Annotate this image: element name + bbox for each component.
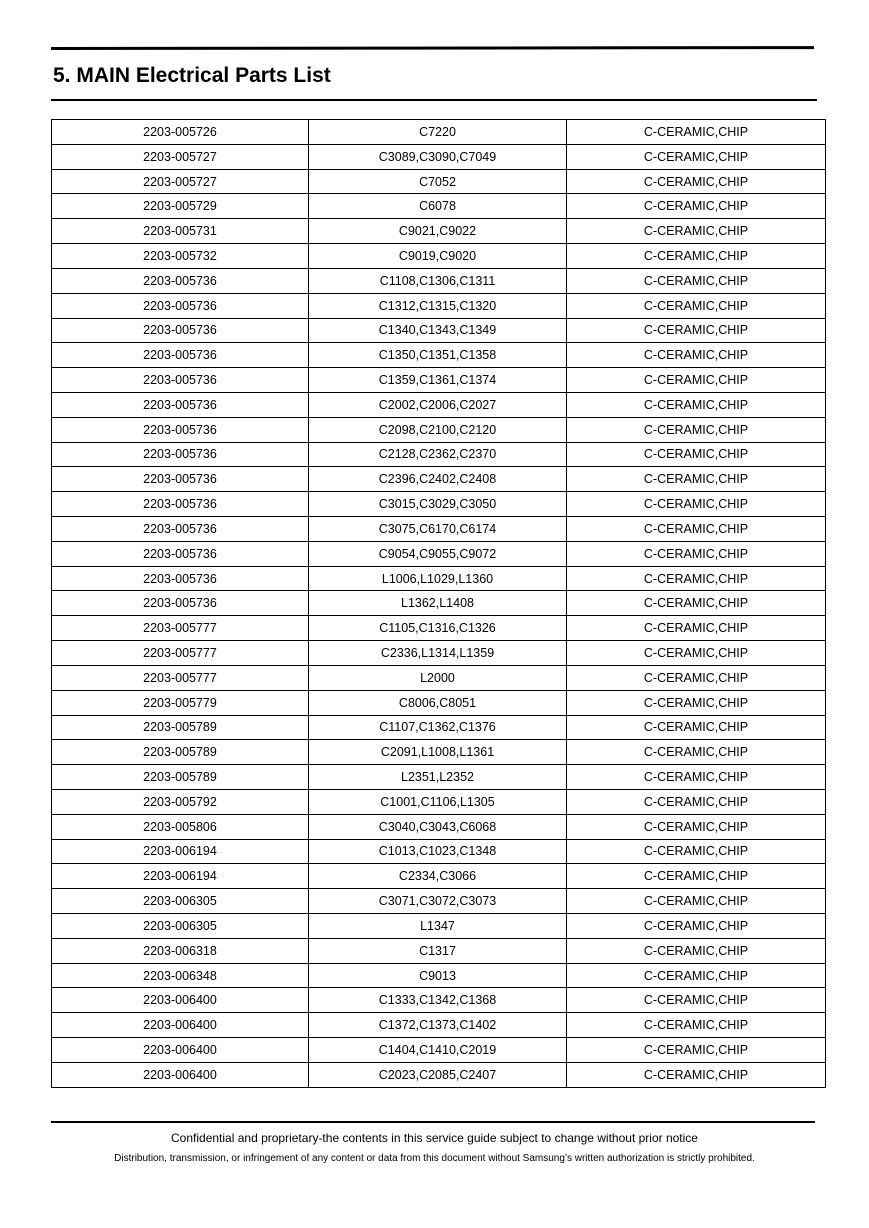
table-row <box>52 1013 826 1038</box>
part-code-cell: 2203-005736 <box>52 517 309 542</box>
part-code-cell: 2203-005792 <box>52 789 309 814</box>
table-row <box>52 591 826 616</box>
part-code-cell: 2203-005736 <box>52 541 309 566</box>
table-row <box>52 417 826 442</box>
part-code-cell: 2203-006318 <box>52 938 309 963</box>
part-code-cell: 2203-006400 <box>52 988 309 1013</box>
part-code-cell: 2203-006400 <box>52 1062 309 1087</box>
part-code-cell: 2203-005736 <box>52 442 309 467</box>
part-code-cell: 2203-006305 <box>52 889 309 914</box>
description-cell: C-CERAMIC,CHIP <box>567 368 826 393</box>
part-code-cell: 2203-005777 <box>52 665 309 690</box>
table-row <box>52 541 826 566</box>
table-row <box>52 343 826 368</box>
table-row <box>52 988 826 1013</box>
table-row <box>52 1062 826 1087</box>
parts-table-body <box>52 120 826 1088</box>
table-row <box>52 715 826 740</box>
location-cell: L2000 <box>309 665 567 690</box>
table-row <box>52 616 826 641</box>
table-row <box>52 839 826 864</box>
description-cell: C-CERAMIC,CHIP <box>567 1013 826 1038</box>
part-code-cell: 2203-005727 <box>52 144 309 169</box>
table-row <box>52 318 826 343</box>
table-row <box>52 194 826 219</box>
part-code-cell: 2203-005736 <box>52 343 309 368</box>
table-row <box>52 938 826 963</box>
description-cell: C-CERAMIC,CHIP <box>567 690 826 715</box>
table-row <box>52 144 826 169</box>
part-code-cell: 2203-005736 <box>52 318 309 343</box>
description-cell: C-CERAMIC,CHIP <box>567 467 826 492</box>
part-code-cell: 2203-005729 <box>52 194 309 219</box>
part-code-cell: 2203-005789 <box>52 765 309 790</box>
table-row <box>52 889 826 914</box>
table-row <box>52 665 826 690</box>
table-row <box>52 392 826 417</box>
part-code-cell: 2203-005777 <box>52 641 309 666</box>
location-cell: C2128,C2362,C2370 <box>309 442 567 467</box>
part-code-cell: 2203-005736 <box>52 368 309 393</box>
location-cell: L2351,L2352 <box>309 765 567 790</box>
part-code-cell: 2203-005736 <box>52 467 309 492</box>
table-row <box>52 492 826 517</box>
location-cell: C2396,C2402,C2408 <box>309 467 567 492</box>
table-row <box>52 566 826 591</box>
location-cell: C6078 <box>309 194 567 219</box>
description-cell: C-CERAMIC,CHIP <box>567 566 826 591</box>
part-code-cell: 2203-005736 <box>52 293 309 318</box>
part-code-cell: 2203-005736 <box>52 392 309 417</box>
location-cell: C9013 <box>309 963 567 988</box>
location-cell: C3040,C3043,C6068 <box>309 814 567 839</box>
description-cell: C-CERAMIC,CHIP <box>567 442 826 467</box>
table-row <box>52 864 826 889</box>
part-code-cell: 2203-006194 <box>52 839 309 864</box>
table-row <box>52 219 826 244</box>
part-code-cell: 2203-006194 <box>52 864 309 889</box>
location-cell: C3089,C3090,C7049 <box>309 144 567 169</box>
description-cell: C-CERAMIC,CHIP <box>567 963 826 988</box>
part-code-cell: 2203-005726 <box>52 120 309 145</box>
location-cell: C1350,C1351,C1358 <box>309 343 567 368</box>
location-cell: L1362,L1408 <box>309 591 567 616</box>
part-code-cell: 2203-006400 <box>52 1013 309 1038</box>
table-row <box>52 244 826 269</box>
description-cell: C-CERAMIC,CHIP <box>567 194 826 219</box>
table-row <box>52 268 826 293</box>
description-cell: C-CERAMIC,CHIP <box>567 293 826 318</box>
description-cell: C-CERAMIC,CHIP <box>567 417 826 442</box>
location-cell: C1013,C1023,C1348 <box>309 839 567 864</box>
part-code-cell: 2203-006400 <box>52 1038 309 1063</box>
table-row <box>52 1038 826 1063</box>
part-code-cell: 2203-005731 <box>52 219 309 244</box>
part-code-cell: 2203-006348 <box>52 963 309 988</box>
table-row <box>52 814 826 839</box>
description-cell: C-CERAMIC,CHIP <box>567 392 826 417</box>
table-row <box>52 963 826 988</box>
location-cell: C1404,C1410,C2019 <box>309 1038 567 1063</box>
description-cell: C-CERAMIC,CHIP <box>567 343 826 368</box>
location-cell: C1372,C1373,C1402 <box>309 1013 567 1038</box>
location-cell: C1333,C1342,C1368 <box>309 988 567 1013</box>
table-row <box>52 368 826 393</box>
location-cell: C7220 <box>309 120 567 145</box>
location-cell: C2334,C3066 <box>309 864 567 889</box>
part-code-cell: 2203-005789 <box>52 740 309 765</box>
footer-rule <box>51 1121 815 1123</box>
table-row <box>52 789 826 814</box>
table-row <box>52 169 826 194</box>
location-cell: C3071,C3072,C3073 <box>309 889 567 914</box>
description-cell: C-CERAMIC,CHIP <box>567 889 826 914</box>
description-cell: C-CERAMIC,CHIP <box>567 789 826 814</box>
location-cell: C1359,C1361,C1374 <box>309 368 567 393</box>
table-row <box>52 740 826 765</box>
table-row <box>52 914 826 939</box>
location-cell: C1105,C1316,C1326 <box>309 616 567 641</box>
location-cell: C2002,C2006,C2027 <box>309 392 567 417</box>
location-cell: C2336,L1314,L1359 <box>309 641 567 666</box>
part-code-cell: 2203-005736 <box>52 566 309 591</box>
location-cell: C2098,C2100,C2120 <box>309 417 567 442</box>
footer-confidential-notice: Confidential and proprietary-the contents in this service guide subject to change without prior notice <box>171 1131 698 1145</box>
location-cell: L1006,L1029,L1360 <box>309 566 567 591</box>
part-code-cell: 2203-005732 <box>52 244 309 269</box>
description-cell: C-CERAMIC,CHIP <box>567 517 826 542</box>
description-cell: C-CERAMIC,CHIP <box>567 120 826 145</box>
table-row <box>52 120 826 145</box>
description-cell: C-CERAMIC,CHIP <box>567 914 826 939</box>
location-cell: C1108,C1306,C1311 <box>309 268 567 293</box>
part-code-cell: 2203-005736 <box>52 591 309 616</box>
location-cell: C1312,C1315,C1320 <box>309 293 567 318</box>
description-cell: C-CERAMIC,CHIP <box>567 591 826 616</box>
description-cell: C-CERAMIC,CHIP <box>567 765 826 790</box>
location-cell: C9019,C9020 <box>309 244 567 269</box>
description-cell: C-CERAMIC,CHIP <box>567 1062 826 1087</box>
description-cell: C-CERAMIC,CHIP <box>567 219 826 244</box>
location-cell: L1347 <box>309 914 567 939</box>
description-cell: C-CERAMIC,CHIP <box>567 541 826 566</box>
location-cell: C1340,C1343,C1349 <box>309 318 567 343</box>
location-cell: C9054,C9055,C9072 <box>309 541 567 566</box>
location-cell: C9021,C9022 <box>309 219 567 244</box>
description-cell: C-CERAMIC,CHIP <box>567 641 826 666</box>
location-cell: C8006,C8051 <box>309 690 567 715</box>
part-code-cell: 2203-005779 <box>52 690 309 715</box>
page-title: 5. MAIN Electrical Parts List <box>53 64 331 87</box>
description-cell: C-CERAMIC,CHIP <box>567 244 826 269</box>
part-code-cell: 2203-005789 <box>52 715 309 740</box>
description-cell: C-CERAMIC,CHIP <box>567 169 826 194</box>
description-cell: C-CERAMIC,CHIP <box>567 1038 826 1063</box>
part-code-cell: 2203-005806 <box>52 814 309 839</box>
table-row <box>52 690 826 715</box>
title-underline <box>51 99 817 101</box>
part-code-cell: 2203-005736 <box>52 417 309 442</box>
table-row <box>52 467 826 492</box>
description-cell: C-CERAMIC,CHIP <box>567 665 826 690</box>
table-row <box>52 641 826 666</box>
table-row <box>52 293 826 318</box>
parts-table <box>51 119 826 1088</box>
footer-distribution-notice: Distribution, transmission, or infringement of any content or data from this document without Samsung’s written authorization is strictly prohibited. <box>114 1153 755 1164</box>
table-row <box>52 765 826 790</box>
part-code-cell: 2203-006305 <box>52 914 309 939</box>
part-code-cell: 2203-005736 <box>52 492 309 517</box>
description-cell: C-CERAMIC,CHIP <box>567 814 826 839</box>
description-cell: C-CERAMIC,CHIP <box>567 938 826 963</box>
location-cell: C3075,C6170,C6174 <box>309 517 567 542</box>
location-cell: C7052 <box>309 169 567 194</box>
location-cell: C2023,C2085,C2407 <box>309 1062 567 1087</box>
part-code-cell: 2203-005736 <box>52 268 309 293</box>
location-cell: C1001,C1106,L1305 <box>309 789 567 814</box>
description-cell: C-CERAMIC,CHIP <box>567 839 826 864</box>
description-cell: C-CERAMIC,CHIP <box>567 616 826 641</box>
top-rule <box>51 46 814 50</box>
location-cell: C1317 <box>309 938 567 963</box>
description-cell: C-CERAMIC,CHIP <box>567 492 826 517</box>
description-cell: C-CERAMIC,CHIP <box>567 268 826 293</box>
part-code-cell: 2203-005777 <box>52 616 309 641</box>
table-row <box>52 517 826 542</box>
description-cell: C-CERAMIC,CHIP <box>567 144 826 169</box>
description-cell: C-CERAMIC,CHIP <box>567 318 826 343</box>
description-cell: C-CERAMIC,CHIP <box>567 740 826 765</box>
location-cell: C3015,C3029,C3050 <box>309 492 567 517</box>
part-code-cell: 2203-005727 <box>52 169 309 194</box>
description-cell: C-CERAMIC,CHIP <box>567 715 826 740</box>
description-cell: C-CERAMIC,CHIP <box>567 864 826 889</box>
location-cell: C2091,L1008,L1361 <box>309 740 567 765</box>
description-cell: C-CERAMIC,CHIP <box>567 988 826 1013</box>
table-row <box>52 442 826 467</box>
location-cell: C1107,C1362,C1376 <box>309 715 567 740</box>
